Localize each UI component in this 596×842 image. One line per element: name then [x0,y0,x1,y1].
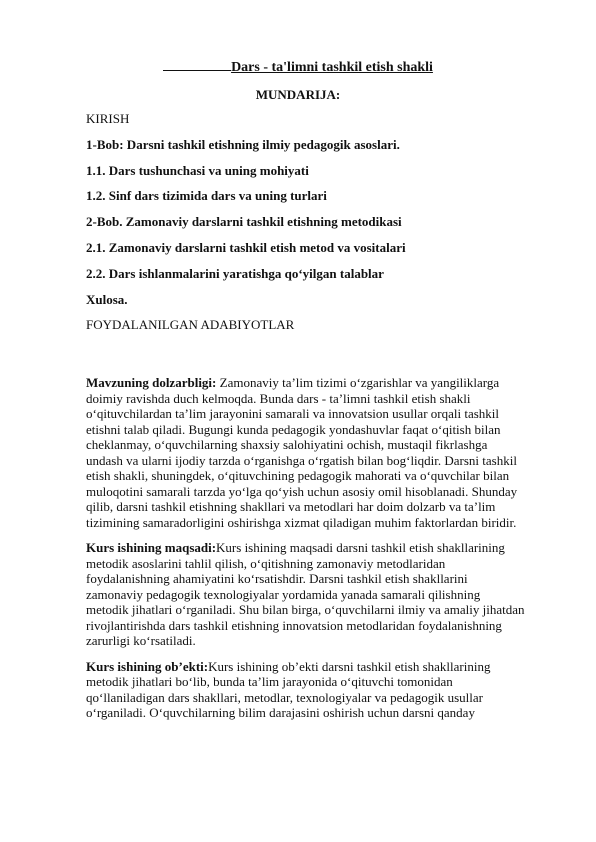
toc-item: Xulosa. [86,291,128,307]
toc-item: 1.1. Dars tushunchasi va uning mohiyati [86,162,309,178]
paragraph-goal [86,540,526,649]
paragraph-label: Mavzuning dolzarbligi: [86,375,217,390]
document-title-text: Dars - ta'limni tashkil etish shakli [231,60,433,75]
toc-heading: MUNDARIJA: [255,87,341,102]
paragraph-label: Kurs ishining ob’ekti: [86,658,209,674]
body-text [86,375,526,731]
toc-item: KIRISH [86,111,130,126]
paragraph-label: Kurs ishining maqsadi: [86,540,217,555]
paragraph-text: Zamonaviy ta’lim tizimi o‘zgarishlar va yangiliklarga doimiy ravishda duch kelmoqda. Bunda dars - ta’limni tashkil etish shakli o‘qituvchilardan ta’lim jarayonini samarali va innovatsion usullar orqali tashkil etishni talab qiladi. Bugungi kunda pedagogik yondashuvlar faqat o‘qitish bilan cheklanmay, o‘quvchilarning shaxsiy salohiyatini ochish, mustaqil fikrlashga undash va ularni ijodiy tarzda o‘rganishga o‘rgatish bilan bog‘liqdir. Darsni tashkil etish shakli, shuningdek, o‘qituvchining pedagogik mahorati va o‘quvchilar bilan muloqotini samarali tarzda yo‘lga qo‘yish uchun asosiy omil hisoblanadi. Shunday qilib, darsni tashkil etishning shakllari va metodlari har doim dolzarb va ta’lim tizimining samaradorligini oshirishga xizmat qiladigan muhim faktorlardan biridir. [86,375,518,530]
title-underline-lead [163,58,231,71]
toc-item: 1-Bob: Darsni tashkil etishning ilmiy pedagogik asoslari. [86,136,400,152]
paragraph-object [86,659,526,721]
toc-item: 1.2. Sinf dars tizimida dars va uning turlari [86,188,327,204]
paragraph-relevance [86,375,526,530]
paragraph-text: Kurs ishining ob’ekti darsni tashkil etish shakllarining metodik jihatlari bo‘lib, bunda ta’lim jarayonida o‘qituvchi tomonidan qo‘llaniladigan dars shakllari, metodlar, texnologiyalar va pedagogik usullar o‘rganiladi. O‘quvchilarning bilim darajasini oshirish uchun darsni qanday [86,658,491,720]
document-title [0,58,596,77]
table-of-contents [86,110,526,342]
paragraph-text: Kurs ishining maqsadi darsni tashkil etish shakllarining metodik asoslarini tahlil qilish, o‘qitishning zamonaviy metodlaridan foydalanishning ahamiyatini ko‘rsatishdir. Darsni tashkil etish shakllarini zamonaviy pedagogik texnologiyalar yordamida yanada samarali qilishning metodik jihatlari o‘rganiladi. Shu bilan birga, o‘quvchilarni ilmiy va amaliy jihatdan rivojlantirishda dars tashkil etishning innovatsion metodlaridan foydalanishning zarurligi ko‘rsatiladi. [86,540,525,648]
toc-item: 2.2. Dars ishlanmalarini yaratishga qo‘yilgan talablar [86,265,384,281]
toc-item: 2-Bob. Zamonaviy darslarni tashkil etishning metodikasi [86,214,402,230]
toc-item: 2.1. Zamonaviy darslarni tashkil etish metod va vositalari [86,239,406,255]
toc-item: FOYDALANILGAN ADABIYOTLAR [86,317,295,333]
